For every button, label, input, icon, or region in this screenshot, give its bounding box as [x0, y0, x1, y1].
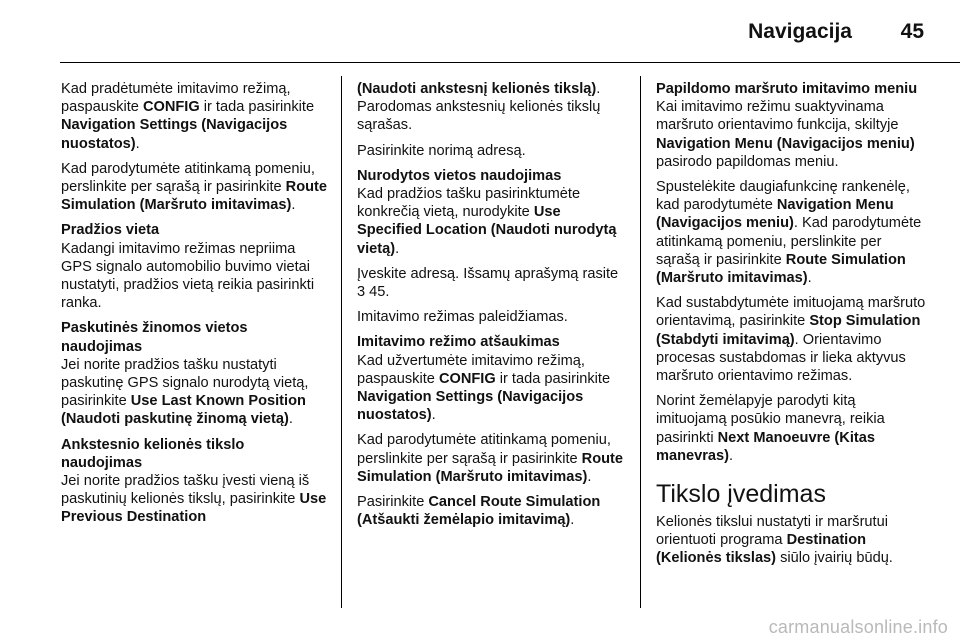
paragraph: Kad pradėtumėte imitavimo režimą, paspauskite CONFIG ir tada pasirinkite Navigation Settings (Navigacijos nuostatos).: [61, 81, 315, 152]
paragraph: Įveskite adresą. Išsamų aprašymą rasite 3 45.: [357, 265, 619, 301]
paragraph: (Naudoti ankstesnį kelionės tikslą). Parodomas ankstesnių kelionės tikslų sąrašas.: [357, 81, 601, 134]
paragraph: Norint žemėlapyje parodyti kitą imituojamą posūkio manevrą, reikia pasirinkti Next Manoeuvre (Kitas manevras).: [656, 393, 885, 464]
subheading: Ankstesnio kelionės tikslo naudojimas: [61, 436, 245, 471]
paragraph: Kai imitavimo režimu suaktyvinama maršruto orientavimo funkcija, skiltyje Navigation Menu (Navigacijos meniu) pasirodo papildomas meniu.: [656, 99, 915, 170]
subheading: Paskutinės žinomos vietos naudojimas: [61, 320, 248, 355]
paragraph: Kad sustabdytumėte imituojamą maršruto orientavimą, pasirinkite Stop Simulation (Stabdyti imitavimą). Orientavimo procesas sustabdomas ir lieka aktyvus maršruto orientavimo režimas.: [656, 295, 926, 385]
subheading: Pradžios vieta: [61, 222, 160, 239]
paragraph: Kad parodytumėte atitinkamą pomeniu, perslinkite per sąrašą ir pasirinkite Route Simulation (Maršruto imitavimas).: [357, 432, 624, 485]
column-divider-1: [341, 76, 342, 608]
paragraph: Kad užvertumėte imitavimo režimą, paspauskite CONFIG ir tada pasirinkite Navigation Settings (Navigacijos nuostatos).: [357, 352, 611, 424]
page-ref-icon: 3: [357, 284, 366, 301]
header-rule: [60, 62, 960, 63]
paragraph: Pasirinkite norimą adresą.: [357, 142, 526, 159]
subheading: Nurodytos vietos naudojimas: [357, 167, 562, 184]
page-number: 45: [900, 20, 924, 43]
section-title: Navigacija: [748, 20, 852, 43]
section-heading: Tikslo įvedimas: [656, 480, 826, 509]
subheading: Imitavimo režimo atšaukimas: [357, 334, 560, 351]
column-1: [61, 80, 329, 534]
paragraph: Kad parodytumėte atitinkamą pomeniu, perslinkite per sąrašą ir pasirinkite Route Simulation (Maršruto imitavimas).: [61, 160, 328, 214]
watermark-text: carmanualsonline.info: [768, 617, 948, 637]
paragraph: Jei norite pradžios tašku nustatyti paskutinę GPS signalo nurodytą vietą, pasirinkite Use Last Known Position (Naudoti paskutinę žinomą vietą).: [61, 356, 309, 428]
page-header: [0, 0, 960, 60]
column-divider-2: [640, 76, 641, 608]
paragraph: Jei norite pradžios tašku įvesti vieną iš paskutinių kelionės tikslų, pasirinkite Use Previous Destination: [61, 473, 327, 526]
paragraph: Pasirinkite Cancel Route Simulation (Atšaukti žemėlapio imitavimą).: [357, 494, 601, 529]
subheading: Papildomo maršruto imitavimo meniu: [656, 81, 918, 97]
paragraph: Kadangi imitavimo režimas nepriima GPS signalo automobilio buvimo vietai nustatyti, pradžios vietą reikia pasirinkti ranka.: [61, 240, 315, 312]
paragraph: Kelionės tikslui nustatyti ir maršrutui orientuoti programa Destination (Kelionės tikslas) siūlo įvairių būdų.: [656, 514, 893, 567]
column-3: [656, 80, 928, 575]
column-2: [357, 80, 625, 536]
paragraph: Kad pradžios tašku pasirinktumėte konkrečią vietą, nurodykite Use Specified Location (Naudoti nurodytą vietą).: [357, 186, 617, 257]
paragraph: Spustelėkite daugiafunkcinę rankenėlę, kad parodytumėte Navigation Menu (Navigacijos meniu). Kad parodytumėte atitinkamą pomeniu, perslinkite per sąrašą ir pasirinkite Route Simulation (Maršruto imitavimas).: [656, 179, 922, 287]
paragraph: Imitavimo režimas paleidžiamas.: [357, 309, 568, 326]
